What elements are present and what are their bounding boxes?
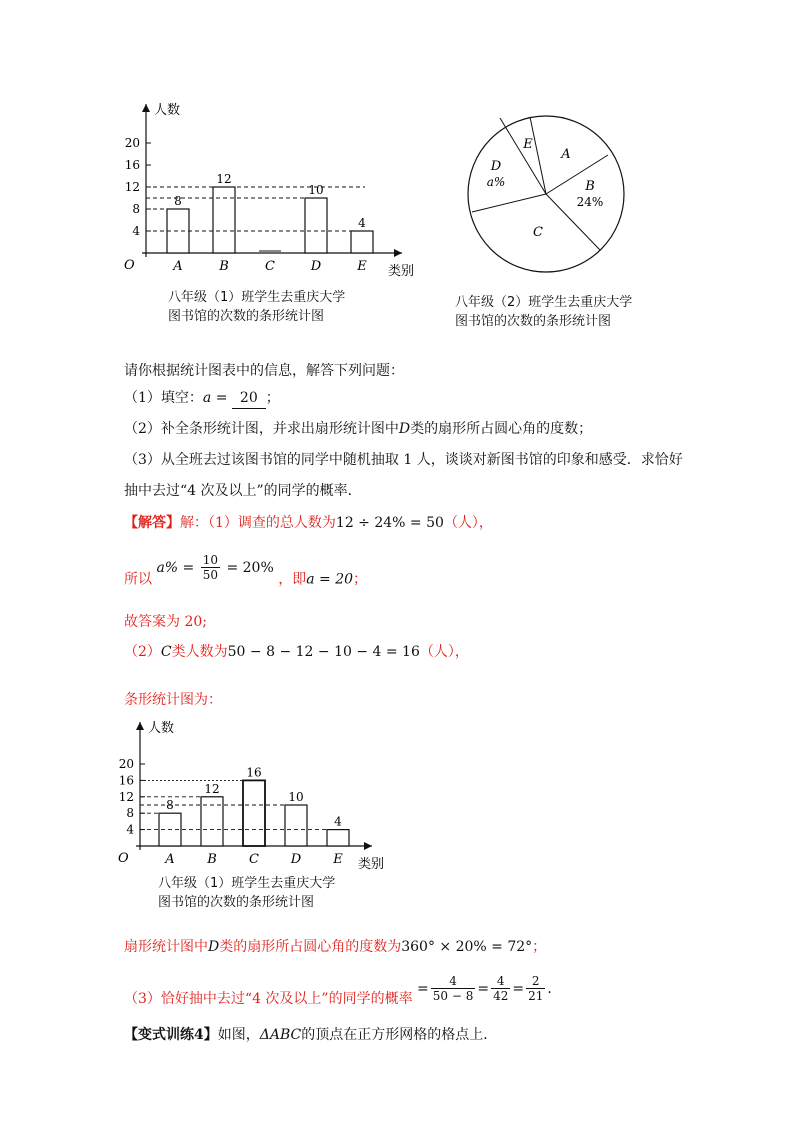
deg-var: D [208, 939, 220, 955]
variant-training-line [124, 1025, 497, 1045]
slice-label-C: C [533, 225, 543, 240]
category-label-B: B [219, 259, 229, 274]
prob-eq-2: = [477, 980, 490, 997]
bar-chart-intro: 条形统计图为： [124, 692, 222, 708]
so-rhs: = 20% [222, 559, 274, 576]
data-label-E: 4 [334, 814, 342, 829]
so-fraction: $\frac{10}{50}$ [202, 553, 219, 582]
c-unit: （人）， [419, 644, 469, 660]
sol-expr: 12 ÷ 24% = 50 [335, 515, 444, 531]
so-mid: ，即 [278, 571, 307, 588]
y-tick-label: 8 [126, 806, 134, 821]
slice-label-B: B [585, 179, 595, 194]
data-label-A: 8 [174, 194, 182, 208]
slice-label-E: E [523, 137, 533, 152]
bar-D [285, 805, 307, 846]
x-axis-arrow [394, 249, 402, 257]
y-tick-label: 4 [132, 224, 140, 238]
deg-text-b: 类的扇形所占圆心角的度数为 [219, 939, 402, 955]
x-axis-label: 类别 [388, 264, 415, 279]
y-tick-label: 16 [118, 773, 134, 788]
prob-eq-1: = [417, 980, 429, 997]
bar-chart-1 [110, 90, 420, 290]
prob-frac-1: $\frac{4}{50 - 8}$ [432, 974, 474, 1003]
x-axis-arrow [364, 842, 372, 850]
probability-line [124, 974, 562, 1009]
q1-answer: 20 [232, 388, 266, 409]
y-tick-label: 12 [118, 789, 134, 804]
data-label-D: 10 [308, 183, 324, 197]
c-expr: 50 − 8 − 12 − 10 − 4 = 16 [227, 644, 420, 660]
deg-expr: 360° × 20% = 72° [401, 939, 533, 955]
bar-chart-2-caption: 八年级（1）班学生去重庆大学 图书馆的次数的条形统计图 [158, 876, 336, 910]
pie-chart-caption: 八年级（2）班学生去重庆大学 图书馆的次数的条形统计图 [455, 295, 633, 329]
solution-line-1 [124, 513, 493, 533]
bar-B [213, 187, 235, 253]
q1-var: a [202, 390, 212, 406]
bar-E [327, 830, 349, 846]
sol-unit: （人）， [443, 515, 493, 531]
bar-C [243, 780, 265, 846]
slice-value-D: a% [486, 175, 506, 189]
solution-tag: 【解答】 [124, 515, 180, 531]
deg-text-a: 扇形统计图中 [124, 939, 208, 955]
data-label-C: 16 [246, 765, 262, 780]
category-label-A: A [165, 852, 175, 867]
y-tick-label: 20 [118, 757, 134, 771]
slice-value-B: 24% [576, 195, 604, 209]
c-text: 类人数为 [171, 644, 228, 660]
intro-text: 请你根据统计图表中的信息，解答下列问题： [124, 363, 404, 379]
question-1 [124, 388, 280, 409]
so-lhs: a% = [156, 559, 199, 576]
data-label-A: 8 [166, 798, 174, 813]
q2-text-b: 类的扇形所占圆心角的度数； [410, 421, 593, 437]
answer-line: 故答案为 20; [124, 614, 207, 630]
slice-label-D: D [490, 159, 502, 174]
question-3-line2: 抽中去过“4 次及以上”的同学的概率． [124, 483, 362, 499]
category-label-D: D [290, 852, 302, 867]
question-2 [124, 419, 592, 439]
category-label-C: C [265, 259, 275, 274]
so-end: ； [353, 571, 368, 588]
data-label-B: 12 [216, 172, 232, 186]
origin-label: O [124, 258, 135, 273]
sol-text: 解：（1）调查的总人数为 [180, 515, 336, 531]
variant-triangle: ΔABC [259, 1027, 302, 1043]
c-count-line [124, 642, 469, 662]
category-label-C: C [249, 852, 259, 867]
category-label-E: E [333, 852, 343, 867]
q2-var: D [398, 421, 411, 437]
variant-text-a: 如图， [217, 1027, 260, 1043]
variant-text-b: 的顶点在正方形网格的格点上． [301, 1027, 498, 1043]
solution-so [124, 553, 368, 594]
y-axis-label: 人数 [154, 103, 181, 118]
bar-chart-2 [110, 712, 420, 877]
y-axis-arrow [136, 722, 144, 730]
variant-tag: 【变式训练4】 [124, 1027, 218, 1043]
prob-frac-3: $\frac{2}{21}$ [528, 974, 544, 1003]
category-label-A: A [173, 259, 183, 274]
q1-label: （1）填空： [124, 390, 203, 406]
prob-text: （3）恰好抽中去过“4 次及以上”的同学的概率 [124, 990, 413, 1007]
slice-label-A: A [561, 147, 571, 162]
y-tick-label: 20 [124, 136, 140, 150]
bar-E [351, 231, 373, 253]
x-axis-label: 类别 [358, 857, 385, 872]
y-tick-label: 4 [126, 822, 134, 837]
prob-end: ． [547, 980, 562, 997]
c-label: （2） [124, 644, 161, 660]
deg-end: ； [532, 939, 547, 955]
prob-eq-3: = [512, 980, 525, 997]
q2-text-a: （2）补全条形统计图，并求出扇形统计图中 [124, 421, 399, 437]
category-label-E: E [357, 259, 367, 274]
bar-D [305, 198, 327, 253]
so-label: 所以 [124, 571, 152, 588]
y-tick-label: 12 [124, 180, 140, 194]
y-axis-label: 人数 [148, 721, 175, 736]
pie-chart [460, 100, 650, 290]
bar-B [201, 797, 223, 846]
category-label-D: D [310, 259, 322, 274]
degree-line [124, 937, 546, 957]
c-var: C [160, 644, 172, 660]
prob-frac-2: $\frac{4}{42}$ [493, 974, 509, 1003]
q1-post: ； [265, 390, 280, 406]
data-label-D: 10 [288, 790, 304, 804]
y-tick-label: 8 [132, 202, 140, 216]
y-tick-label: 16 [124, 158, 140, 172]
category-label-B: B [207, 852, 217, 867]
data-label-B: 12 [204, 781, 220, 796]
question-3-line1: （3）从全班去过该图书馆的同学中随机抽取 1 人，谈谈对新图书馆的印象和感受．求恰好 [124, 452, 683, 468]
q1-eq: = [211, 390, 232, 406]
so-result: a = 20 [306, 571, 354, 588]
bar-chart-1-caption: 八年级（1）班学生去重庆大学 图书馆的次数的条形统计图 [168, 290, 346, 324]
origin-label: O [118, 851, 129, 866]
y-axis-arrow [142, 104, 150, 112]
data-label-E: 4 [358, 216, 366, 230]
